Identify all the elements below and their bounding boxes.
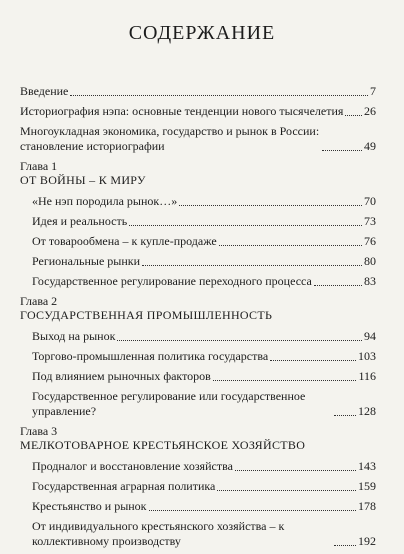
chapter-label: Глава 2 [20,294,58,308]
toc-entry-text: Выход на рынок [32,329,116,343]
dot-leader [117,340,362,341]
toc-entry-text: Под влиянием рыночных факторов [32,369,211,383]
toc-entry[interactable] [32,329,376,344]
toc-page-number: 116 [358,369,376,383]
toc-page-number: 128 [358,404,376,418]
toc-entry[interactable] [32,234,376,249]
toc-entry[interactable] [32,194,376,209]
toc-page-number: 73 [364,214,376,228]
toc-entry-text: Продналог и восстановление хозяйства [32,459,233,473]
toc-page-number: 178 [358,499,376,513]
page-title: СОДЕРЖАНИЕ [128,22,276,44]
toc-page-number: 103 [358,349,376,363]
toc-entry[interactable] [32,479,376,494]
toc-entry[interactable] [32,389,376,419]
toc-entry-text: Торгово-промышленная политика государства [32,349,269,363]
toc-page-number: 49 [364,139,376,153]
dot-leader [334,415,356,416]
chapter-label: Глава 3 [20,424,58,438]
toc-page-number: 7 [370,84,376,98]
toc-entry-text: Крестьянство и рынок [32,499,147,513]
toc-entry[interactable] [32,254,376,269]
toc-page-number: 26 [364,104,376,118]
dot-leader [149,510,356,511]
dot-leader [270,360,356,361]
toc-entry[interactable] [20,84,376,99]
dot-leader [334,545,356,546]
toc-entry[interactable] [32,459,376,474]
toc-entry-text: «Не нэп породила рынок…» [32,194,178,208]
toc-page-number: 83 [364,274,376,288]
toc-entry[interactable] [20,104,376,119]
toc-page-number: 94 [364,329,376,343]
dot-leader [217,490,356,491]
toc-entry-text: Историография нэпа: основные тенденции нового тысячелетия [20,104,344,118]
dot-leader [314,285,362,286]
toc-entry-text: Введение [20,84,69,98]
toc-entry-text: Региональные рынки [32,254,141,268]
toc-page-number: 76 [364,234,376,248]
toc-entry[interactable] [32,214,376,229]
dot-leader [345,115,362,116]
dot-leader [213,380,357,381]
chapter-title[interactable]: МЕЛКОТОВАРНОЕ КРЕСТЬЯНСКОЕ ХОЗЯЙСТВО [20,438,306,452]
chapter-label: Глава 1 [20,159,58,173]
toc-entry-text: От товарообмена – к купле-продаже [32,234,217,248]
toc-page-number: 159 [358,479,376,493]
toc-entry-text: Идея и реальность [32,214,128,228]
chapter-title[interactable]: ОТ ВОЙНЫ – К МИРУ [20,173,146,187]
table-of-contents [20,84,376,554]
toc-entry[interactable] [32,369,376,384]
dot-leader [322,150,362,151]
dot-leader [219,245,362,246]
toc-page-number: 70 [364,194,376,208]
toc-entry[interactable] [32,349,376,364]
chapter-title[interactable]: ГОСУДАРСТВЕННАЯ ПРОМЫШЛЕННОСТЬ [20,308,273,322]
toc-entry-text: Государственное регулирование переходного процесса [32,274,312,288]
toc-page-number: 192 [358,534,376,548]
toc-entry-text: От индивидуального крестьянского хозяйства – к коллективному производству [32,519,285,548]
toc-page-number: 80 [364,254,376,268]
toc-entry[interactable] [20,124,376,154]
dot-leader [235,470,356,471]
toc-entry[interactable] [32,499,376,514]
dot-leader [179,205,362,206]
dot-leader [142,265,362,266]
toc-entry-text: Государственное регулирование или государственное управление? [32,389,306,418]
toc-entry-text: Многоукладная экономика, государство и рынок в России: становление историографии [20,124,320,153]
toc-entry[interactable] [32,274,376,289]
toc-page-number: 143 [358,459,376,473]
toc-entry-text: Государственная аграрная политика [32,479,216,493]
dot-leader [70,95,368,96]
dot-leader [129,225,362,226]
